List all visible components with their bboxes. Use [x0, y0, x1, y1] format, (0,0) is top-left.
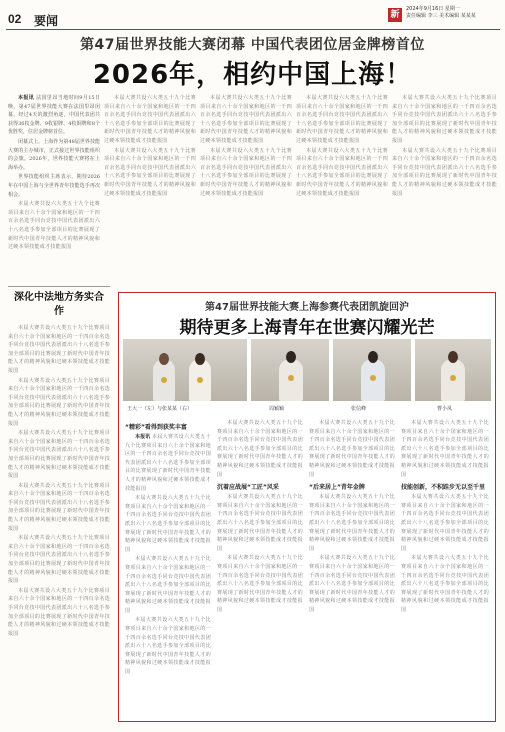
- sidebar-article: [8, 324, 110, 724]
- article-text: 法国里昂当地时间9月15日晚，第47届世界技能大赛在法国里昂闭幕。经过4天的激烈角逐，中国代表团共获得36枚金牌、9枚银牌、4枚铜牌和8个优胜奖，位居金牌榜首位。: [8, 95, 100, 136]
- header-rule: [6, 29, 500, 30]
- photo-pair: [123, 339, 247, 401]
- byline: 本报讯: [18, 95, 35, 101]
- article-text: 本届大赛共设六大类五十九个比赛项目来自六十余个国家和地区的一千四百余名选手同台竞技中国代表团派出六十八名选手参加全部项目的比赛展现了新时代中国青年技能人才的精神风貌和过硬本领技能成才技能报国: [217, 494, 303, 552]
- article-text: 本届大赛共设六大类五十九个比赛项目来自六十余个国家和地区的一千四百余名选手同台竞技中国代表团派出六十八名选手参加全部项目的比赛展现了新时代中国青年技能人才的精神风貌和过硬本领技能成才技能报国: [8, 587, 110, 637]
- feature-column: [309, 419, 395, 717]
- feature-column: [125, 419, 211, 717]
- photo-strip: [123, 339, 491, 401]
- header-date: 2024年9月16日 星期一 责任编辑 李三 美术编辑 某某某: [406, 6, 476, 19]
- article-text: 本届大赛共设六大类五十九个比赛项目来自六十余个国家和地区的一千四百余名选手同台竞技中国代表团派出六十八名选手参加全部项目的比赛展现了新时代中国青年技能人才的精神风貌和过硬本领技能成才技能报国: [125, 617, 211, 676]
- article-text: 本届大赛共设六大类五十九个比赛项目来自六十余个国家和地区的一千四百余名选手同台竞技中国代表团派出六十八名选手参加全部项目的比赛展现了新时代中国青年技能人才的精神风貌和过硬本领技能成才技能报国: [401, 494, 489, 552]
- article-text: 本届大赛共设六大类五十九个比赛项目来自六十余个国家和地区的一千四百余名选手同台竞技中国代表团派出六十八名选手参加全部项目的比赛展现了新时代中国青年技能人才的精神风貌和过硬本领技能成才技能报国: [8, 482, 110, 532]
- feature-title: 期待更多上海青年在世赛闪耀光芒: [179, 318, 435, 338]
- article-text: 本届大赛共设六大类五十九个比赛项目来自六十余个国家和地区的一千四百余名选手同台竞技中国代表团派出六十八名选手参加全部项目的比赛展现了新时代中国青年技能人才的精神风貌和过硬本领技能成才技能报国: [401, 420, 489, 478]
- photo-zhang: [333, 339, 411, 401]
- page-header: [0, 0, 505, 30]
- photo-caption: 周颖颖: [269, 406, 285, 412]
- feature-column: [217, 419, 303, 717]
- feature-subhead: “后来居上”青年金牌: [309, 484, 365, 492]
- article-column: [104, 94, 196, 284]
- article-text: 本届大赛共设六大类五十九个比赛项目来自六十余个国家和地区的一千四百余名选手同台竞技中国代表团派出六十八名选手参加全部项目的比赛展现了新时代中国青年技能人才的精神风貌和过硬本领技能成才技能报国: [217, 555, 303, 613]
- article-column: [392, 94, 497, 284]
- headline-title: 2026年，相约中国上海！: [92, 60, 413, 90]
- headline-subtitle: 第47届世界技能大赛闭幕 中国代表团位居金牌榜首位: [80, 37, 425, 53]
- article-text: 本届大赛共设六大类五十九个比赛项目来自六十余个国家和地区的一千四百余名选手同台竞技中国代表团派出六十八名选手参加全部项目的比赛展现了新时代中国青年技能人才的精神风貌和过硬本领技能成才技能报国: [8, 377, 110, 427]
- newspaper-logo: 新: [388, 8, 402, 22]
- article-text: 本届大赛共设六大类五十九个比赛项目来自六十余个国家和地区的一千四百余名选手同台竞技中国代表团派出六十八名选手参加全部项目的比赛展现了新时代中国青年技能人才的精神风貌和过硬本领技能成才技能报国: [296, 147, 388, 197]
- article-text: 本届大赛共设六大类五十九个比赛项目来自六十余个国家和地区的一千四百余名选手同台竞技中国代表团派出六十八名选手参加全部项目的比赛展现了新时代中国青年技能人才的精神风貌和过硬本领技能成才技能报国: [309, 494, 395, 552]
- article-text: 本届大赛共设六大类五十九个比赛项目来自六十余个国家和地区的一千四百余名选手同台竞技中国代表团派出六十八名选手参加全部项目的比赛展现了新时代中国青年技能人才的精神风貌和过硬本领技能成才技能报国: [8, 430, 110, 480]
- page-number: 02: [8, 12, 22, 26]
- article-text: 本届大赛共设六大类五十九个比赛项目来自六十余个国家和地区的一千四百余名选手同台竞技中国代表团派出六十八名选手参加全部项目的比赛展现了新时代中国青年技能人才的精神风貌和过硬本领技能成才技能报国: [401, 555, 489, 613]
- sidebar-headline: 深化中法地方务实合作: [14, 292, 104, 317]
- article-text: 本届大赛共设六大类五十九个比赛项目来自六十余个国家和地区的一千四百余名选手同台竞技中国代表团派出六十八名选手参加全部项目的比赛展现了新时代中国青年技能人才的精神风貌和过硬本领技能成才技能报国: [392, 147, 497, 197]
- article-text: 本届大赛共设六大类五十九个比赛项目来自六十余个国家和地区的一千四百余名选手同台竞技中国代表团派出六十八名选手参加全部项目的比赛展现了新时代中国青年技能人才的精神风貌和过硬本领技能成才技能报国: [8, 535, 110, 585]
- section-name: 要闻: [34, 14, 59, 28]
- article-text: 本届大赛共设六大类五十九个比赛项目来自六十余个国家和地区的一千四百余名选手同台竞技中国代表团派出六十八名选手参加全部项目的比赛展现了新时代中国青年技能人才的精神风貌和过硬本领技能成才技能报国: [125, 434, 211, 492]
- article-text: 本届大赛共设六大类五十九个比赛项目来自六十余个国家和地区的一千四百余名选手同台竞技中国代表团派出六十八名选手参加全部项目的比赛展现了新时代中国青年技能人才的精神风貌和过硬本领技能成才技能报国: [309, 420, 395, 478]
- article-text: 本届大赛共设六大类五十九个比赛项目来自六十余个国家和地区的一千四百余名选手同台竞技中国代表团派出六十八名选手参加全部项目的比赛展现了新时代中国青年技能人才的精神风貌和过硬本领技能成才技能报国: [217, 420, 303, 478]
- article-text: 本届大赛共设六大类五十九个比赛项目来自六十余个国家和地区的一千四百余名选手同台竞技中国代表团派出六十八名选手参加全部项目的比赛展现了新时代中国青年技能人才的精神风貌和过硬本领技能成才技能报国: [309, 555, 395, 613]
- article-text: 本届大赛共设六大类五十九个比赛项目来自六十余个国家和地区的一千四百余名选手同台竞技中国代表团派出六十八名选手参加全部项目的比赛展现了新时代中国青年技能人才的精神风貌和过硬本领技能成才技能报国: [200, 95, 292, 144]
- article-column: [8, 94, 100, 284]
- article-text: 本届大赛共设六大类五十九个比赛项目来自六十余个国家和地区的一千四百余名选手同台竞技中国代表团派出六十八名选手参加全部项目的比赛展现了新时代中国青年技能人才的精神风貌和过硬本领技能成才技能报国: [125, 556, 211, 614]
- article-text: 本届大赛共设六大类五十九个比赛项目来自六十余个国家和地区的一千四百余名选手同台竞技中国代表团派出六十八名选手参加全部项目的比赛展现了新时代中国青年技能人才的精神风貌和过硬本领技能成才技能报国: [125, 495, 211, 553]
- article-column: [200, 94, 292, 284]
- article-text: 本届大赛共设六大类五十九个比赛项目来自六十余个国家和地区的一千四百余名选手同台竞技中国代表团派出六十八名选手参加全部项目的比赛展现了新时代中国青年技能人才的精神风貌和过硬本领技能成才技能报国: [8, 201, 100, 251]
- sidebar-rule: [8, 286, 110, 287]
- feature-subhead: 技能创新，不积跬步无以至千里: [401, 484, 486, 492]
- article-text: 本届大赛共设六大类五十九个比赛项目来自六十余个国家和地区的一千四百余名选手同台竞技中国代表团派出六十八名选手参加全部项目的比赛展现了新时代中国青年技能人才的精神风貌和过硬本领技能成才技能报国: [200, 147, 292, 197]
- feature-subtitle: 第47届世界技能大赛上海参赛代表团凯旋回沪: [205, 302, 409, 313]
- feature-subhead: 沉着应战展“工匠”风采: [217, 484, 279, 492]
- article-text: 本届大赛共设六大类五十九个比赛项目来自六十余个国家和地区的一千四百余名选手同台竞技中国代表团派出六十八名选手参加全部项目的比赛展现了新时代中国青年技能人才的精神风貌和过硬本领技能成才技能报国: [8, 325, 110, 374]
- byline: 本报讯: [135, 434, 151, 440]
- feature-column: [401, 419, 489, 717]
- photo-caption: 曹小凤: [437, 406, 453, 412]
- feature-subhead: “精彩”看得到获奖丰富: [125, 424, 187, 431]
- article-text: 世界技能组织主席表示，期待2026年在中国上海与全世界青年技能选手再次相会。: [8, 174, 100, 198]
- article-text: 闭幕式上，上海作为第48届世界技能大赛的主办城市，正式接过世界技能组织的会旗。2026年，世界技能大赛将在上海举办。: [8, 138, 100, 171]
- feature-box: [118, 292, 496, 722]
- photo-zhou: [251, 339, 329, 401]
- article-text: 本届大赛共设六大类五十九个比赛项目来自六十余个国家和地区的一千四百余名选手同台竞技中国代表团派出六十八名选手参加全部项目的比赛展现了新时代中国青年技能人才的精神风貌和过硬本领技能成才技能报国: [392, 95, 497, 144]
- photo-cao: [415, 339, 491, 401]
- article-column: [296, 94, 388, 284]
- article-text: 本届大赛共设六大类五十九个比赛项目来自六十余个国家和地区的一千四百余名选手同台竞技中国代表团派出六十八名选手参加全部项目的比赛展现了新时代中国青年技能人才的精神风貌和过硬本领技能成才技能报国: [296, 95, 388, 144]
- article-text: 本届大赛共设六大类五十九个比赛项目来自六十余个国家和地区的一千四百余名选手同台竞技中国代表团派出六十八名选手参加全部项目的比赛展现了新时代中国青年技能人才的精神风貌和过硬本领技能成才技能报国: [104, 147, 196, 197]
- photo-caption: 张信峰: [351, 406, 367, 412]
- article-text: 本届大赛共设六大类五十九个比赛项目来自六十余个国家和地区的一千四百余名选手同台竞技中国代表团派出六十八名选手参加全部项目的比赛展现了新时代中国青年技能人才的精神风貌和过硬本领技能成才技能报国: [104, 95, 196, 144]
- photo-caption: 王大一（左）与张某某（右）: [127, 406, 193, 412]
